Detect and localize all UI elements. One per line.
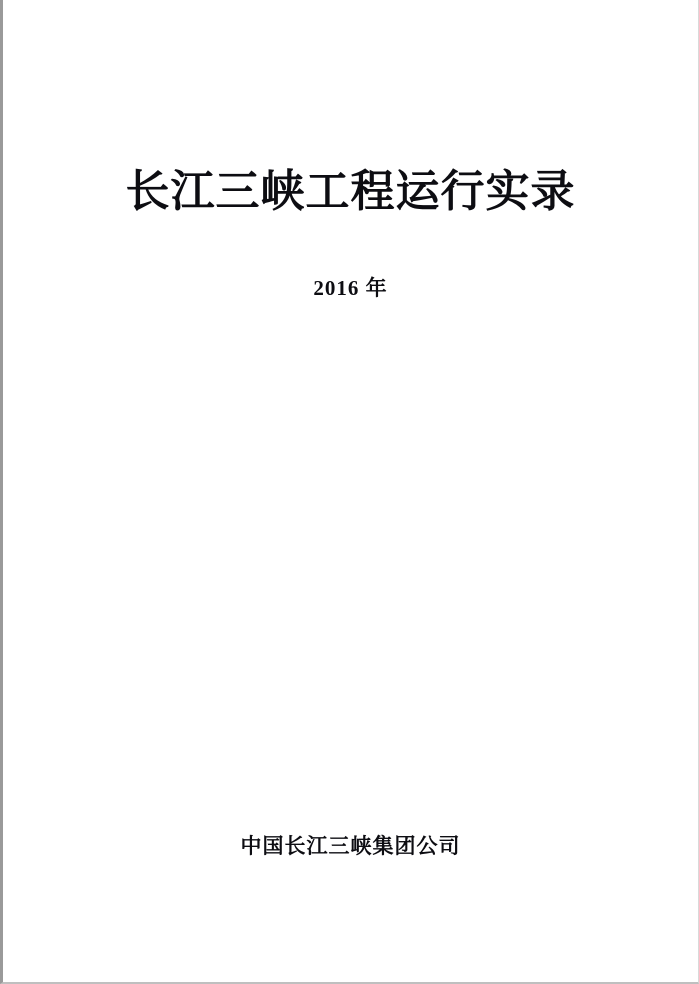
cover-company-name: 中国长江三峡集团公司: [240, 834, 461, 858]
cover-year: 2016 年: [313, 276, 388, 300]
cover-title: 长江三峡工程运行实录: [125, 167, 576, 216]
